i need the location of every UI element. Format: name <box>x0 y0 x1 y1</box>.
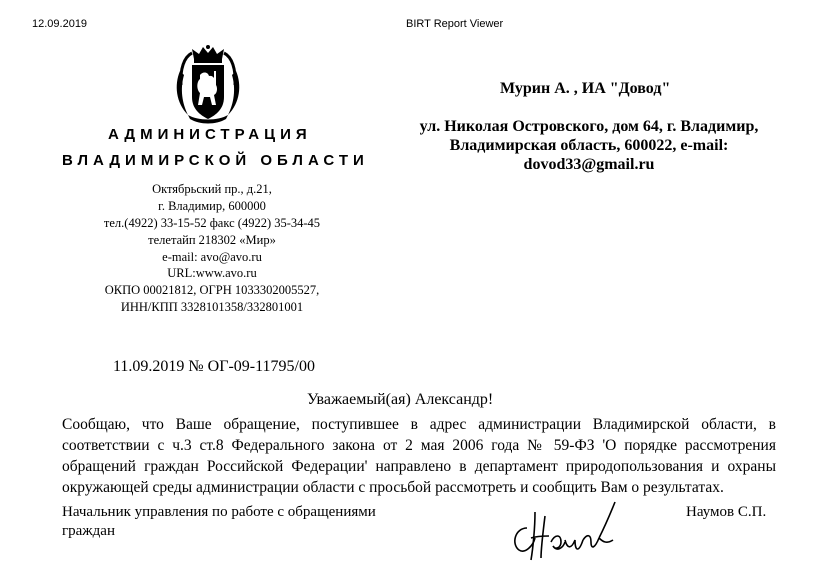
vladimir-coat-of-arms-icon <box>170 45 246 125</box>
contact-okpo: ОКПО 00021812, ОГРН 1033302005527, <box>104 283 320 297</box>
recipient-email: dovod33@gmail.ru <box>523 156 655 173</box>
salutation: Уважаемый(ая) Александр! <box>307 391 494 408</box>
signer-name: Наумов С.П. <box>686 504 767 520</box>
recipient-name: Мурин А. , ИА "Довод" <box>500 80 671 97</box>
letter-body <box>62 414 776 498</box>
contact-line: тел.(4922) 33-15-52 факс (4922) 35-34-45 <box>103 216 321 230</box>
letter-body-line: обращений граждан Российской Федерации' направлено в департамент природопользования и охраны <box>62 458 776 475</box>
app-title: BIRT Report Viewer <box>406 18 504 30</box>
recipient-address-line: ул. Николая Островского, дом 64, г. Владимир, <box>419 118 759 135</box>
recipient-address-line: Владимирская область, 600022, e-mail: <box>449 137 729 154</box>
letter-body-line: соответствии с ч.3 ст.8 Федерального закона от 2 мая 2006 года № 59-ФЗ 'О порядке рассмотрения <box>62 437 776 454</box>
handwritten-signature <box>505 498 625 570</box>
signer-position-line2: граждан <box>62 523 115 539</box>
signer-position-line1: Начальник управления по работе с обращениями <box>62 504 376 520</box>
letter-body-line: окружающей среды администрации области с просьбой рассмотреть и сообщить Вам о результатах. <box>62 479 724 496</box>
contact-line: телетайп 218302 «Мир» <box>148 233 276 247</box>
contact-email: e-mail: avo@avo.ru <box>162 250 262 264</box>
contact-line: Октябрьский пр., д.21, <box>152 182 272 196</box>
contact-line: г. Владимир, 600000 <box>158 199 266 213</box>
registration-number: 11.09.2019 № ОГ-09-11795/00 <box>113 358 315 375</box>
org-name-line2: ВЛАДИМИРСКОЙ ОБЛАСТИ <box>62 152 369 169</box>
org-name-line1: АДМИНИСТРАЦИЯ <box>108 126 312 143</box>
contact-inn: ИНН/КПП 3328101358/332801001 <box>120 300 304 314</box>
letter-body-line: Сообщаю, что Ваше обращение, поступившее в адрес администрации Владимирской области, в <box>62 416 776 433</box>
contact-url: URL:www.avo.ru <box>167 266 257 280</box>
report-date: 12.09.2019 <box>32 18 88 30</box>
